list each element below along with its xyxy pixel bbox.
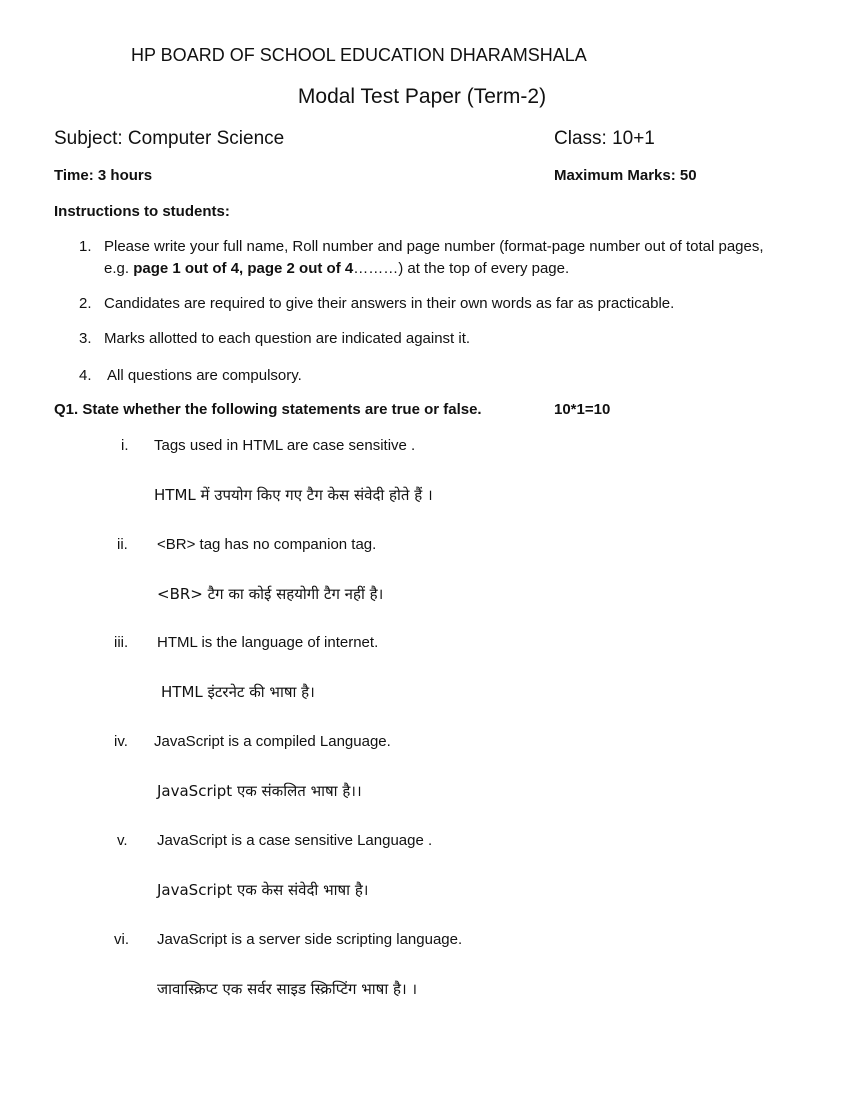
board-name: HP BOARD OF SCHOOL EDUCATION DHARAMSHALA (131, 45, 587, 65)
max-marks-label: Maximum Marks: 50 (554, 167, 697, 184)
statement-number: iv. (114, 733, 128, 750)
statement-english: JavaScript is a case sensitive Language . (157, 832, 433, 849)
instruction-text: Candidates are required to give their answers in their own words as far as practicable. (104, 295, 675, 312)
statement-english: HTML is the language of internet. (157, 634, 379, 651)
statement-number: ii. (117, 536, 128, 553)
subject-label: Subject: Computer Science (54, 128, 285, 149)
class-label: Class: 10+1 (554, 128, 655, 149)
page-title: Modal Test Paper (Term-2) (297, 85, 547, 108)
instruction-number: 1. (79, 238, 92, 255)
statement-number: v. (117, 832, 128, 849)
statement-hindi: HTML इंटरनेट की भाषा है। (161, 683, 315, 701)
statement-number: vi. (114, 931, 129, 948)
instruction-number: 2. (79, 295, 92, 312)
statement-hindi: <BR> टैग का कोई सहयोगी टैग नहीं है। (157, 585, 384, 603)
statement-english: <BR> tag has no companion tag. (157, 536, 377, 553)
instruction-text-line1: Please write your full name, Roll number and page number (format-page number out of total pages, (104, 238, 764, 255)
instruction-text: Marks allotted to each question are indicated against it. (104, 330, 471, 347)
statement-hindi: जावास्क्रिप्ट एक सर्वर साइड स्क्रिप्टिंग भाषा है। । (157, 980, 418, 998)
instruction-text: All questions are compulsory. (107, 367, 302, 384)
statement-number: iii. (114, 634, 129, 651)
question-1-heading: Q1. State whether the following statements are true or false. (54, 401, 482, 418)
instruction-number: 4. (79, 367, 92, 384)
question-1-marks: 10*1=10 (554, 401, 611, 418)
instruction-number: 3. (79, 330, 92, 347)
instructions-heading: Instructions to students: (54, 203, 230, 220)
statement-english: Tags used in HTML are case sensitive . (154, 437, 416, 454)
statement-hindi: JavaScript एक संकलित भाषा है।। (157, 782, 362, 800)
statement-english: JavaScript is a compiled Language. (154, 733, 391, 750)
statement-number: i. (121, 437, 129, 454)
statement-english: JavaScript is a server side scripting language. (157, 931, 463, 948)
instruction-text-line2: e.g. page 1 out of 4, page 2 out of 4………) at the top of every page. (104, 260, 570, 277)
statement-hindi: HTML में उपयोग किए गए टैग केस संवेदी होते हैं । (154, 486, 433, 504)
statement-hindi: JavaScript एक केस संवेदी भाषा है। (157, 881, 369, 899)
time-label: Time: 3 hours (54, 167, 153, 184)
